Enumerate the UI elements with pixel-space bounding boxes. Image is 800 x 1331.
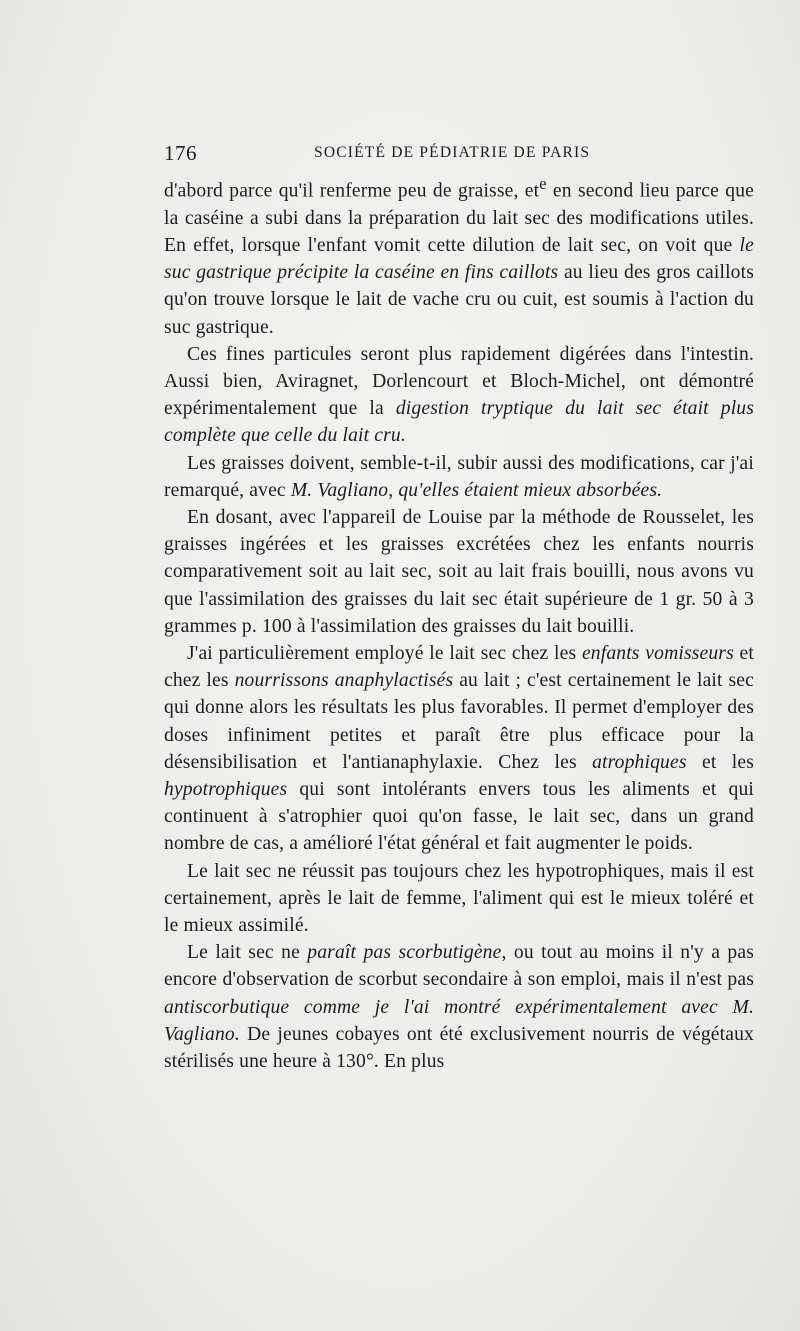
- running-head: SOCIÉTÉ DE PÉDIATRIE DE PARIS: [314, 144, 591, 161]
- text-run: En dosant, avec l'appareil de Louise par la méthode de Rousselet, les graisses ingérées et les graisses excrétées chez les enfants nourris comparativement soit au lait sec, soit au lait frais bouilli, nous avons vu que l'assimilation des graisses du lait sec était supérieure de 1 gr. 50 à 3 grammes p. 100 à l'assimilation des graisses du lait bouilli.: [164, 506, 754, 637]
- italic-text: antiscorbutique comme je l'ai montré expérimentalement avec M. Vagliano.: [164, 996, 754, 1045]
- text-run: et chez les: [164, 642, 754, 692]
- text-run: , ou tout au moins il n'y a pas encore d'observation de scorbut secondaire à son emploi, mais il n'est pas: [164, 942, 754, 991]
- paragraph-3: [164, 450, 754, 504]
- page-header: [164, 141, 754, 167]
- text-run: en second lieu parce que la caséine a subi dans la préparation du lait sec des modifications utiles. En effet, lorsque l'enfant vomit cette dilution de lait sec, on voit que: [164, 180, 755, 256]
- text-run: au lieu des gros caillots qu'on trouve lorsque le lait de vache cru ou cuit, est soumis à l'action du suc gastrique.: [164, 262, 754, 338]
- italic-text: le suc gastrique précipite la caséine en fins caillots: [164, 234, 754, 284]
- italic-text: enfants vomisseurs: [581, 642, 734, 664]
- paragraph-5: [164, 640, 754, 858]
- text-run: au lait ; c'est certainement le lait sec qui donne alors les résultats les plus favorables. Il permet d'employer des doses infiniment petites et paraît être plus efficace pour la désensibilisation et l'antianaphylaxie. Chez les: [164, 670, 755, 773]
- text-run: Ces fines particules seront plus rapidement digérées dans l'intestin. Aussi bien, Aviragnet, Dorlencourt et Bloch-Michel, ont démontré expérimentalement que la: [164, 343, 754, 420]
- text-run: De jeunes cobayes ont été exclusivement nourris de végétaux stérilisés une heure à 130°. En plus: [164, 1023, 754, 1073]
- italic-text: digestion tryptique du lait sec était plus complète que celle du lait cru.: [164, 398, 755, 447]
- italic-text: paraît pas scorbutigène: [307, 942, 502, 964]
- text-run: J'ai particulièrement employé le lait sec chez les: [187, 642, 582, 664]
- italic-text: nourrissons anaphylactisés: [234, 670, 454, 692]
- text-run: Le lait sec ne réussit pas toujours chez les hypotrophiques, mais il est certainement, après le lait de femme, l'aliment qui est le mieux toléré et le mieux assimilé.: [164, 860, 754, 937]
- italic-text: atrophiques: [592, 751, 687, 773]
- page-number: 176: [164, 141, 197, 165]
- paragraph-6: [164, 858, 754, 940]
- text-run: d'abord parce qu'il renferme peu de graisse, et: [164, 180, 540, 202]
- paragraph-2: [164, 341, 754, 450]
- paragraph-1: [164, 170, 754, 341]
- body-text: [164, 170, 754, 1075]
- superscript-text: e: [539, 174, 547, 193]
- text-run: qui sont intolérants envers tous les aliments et qui continuent à s'atrophier quoi qu'on fasse, le lait sec, dans un grand nombre de cas, a amélioré l'état général et fait augmenter le poids.: [164, 779, 754, 855]
- text-run: et les: [686, 751, 754, 773]
- text-run: Les graisses doivent, semble-t-il, subir aussi des modifications, car j'ai remarqué, avec: [164, 452, 754, 501]
- italic-text: M. Vagliano, qu'elles étaient mieux absorbées.: [290, 479, 663, 501]
- paragraph-7: [164, 939, 754, 1075]
- text-run: Le lait sec ne: [187, 942, 308, 964]
- italic-text: hypotrophiques: [164, 779, 288, 800]
- paragraph-4: [164, 504, 754, 640]
